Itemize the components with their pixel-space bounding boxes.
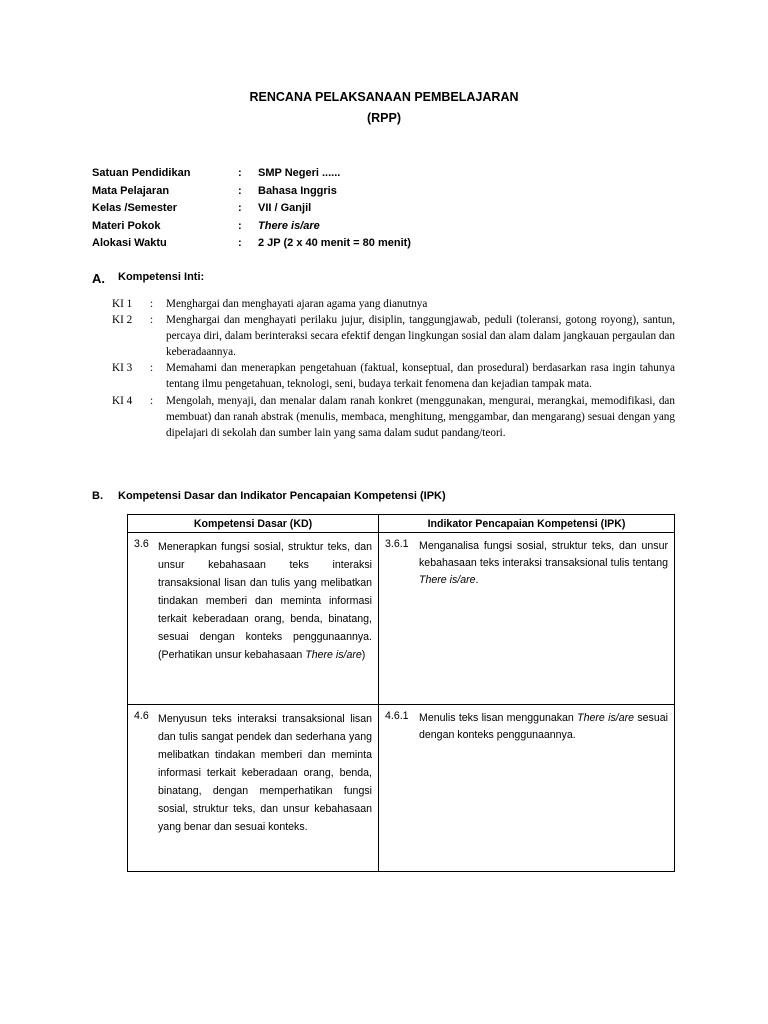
kd-ipk-table (127, 514, 675, 872)
section-letter: A. (92, 271, 105, 286)
identity-block (92, 165, 692, 253)
identity-colon: : (238, 237, 242, 249)
ipk-number: 4.6.1 (385, 710, 409, 722)
ki-colon: : (150, 362, 154, 375)
ki-code: KI 4 (112, 394, 133, 407)
identity-value: There is/are (258, 219, 320, 232)
ki-item (112, 296, 675, 312)
section-a-heading (92, 271, 204, 286)
section-title: Kompetensi Dasar dan Indikator Pencapaian Kompetensi (IPK) (118, 490, 446, 502)
ipk-text: Menulis teks lisan menggunakan There is/are sesuai dengan konteks penggunaannya. (419, 712, 668, 741)
document-title: RENCANA PELAKSANAAN PEMBELAJARAN (249, 90, 519, 104)
identity-label: Satuan Pendidikan (92, 167, 191, 179)
ki-colon: : (150, 314, 154, 327)
table-header-kd: Kompetensi Dasar (KD) (128, 515, 379, 533)
kd-text: Menyusun teks interaksi transaksional lisan dan tulis sangat pendek dan sederhana yang melibatkan tindakan memberi dan meminta informasi terkait keberadaan orang, benda, binatang, dengan memperhatikan fungsi sosial, struktur teks, dan unsur kebahasaan yang benar dan sesuai konteks. (158, 713, 372, 833)
ki-text: Mengolah, menyaji, dan menalar dalam ranah konkret (menggunakan, mengurai, merangkai, memodifikasi, dan membuat) dan ranah abstrak (menulis, membaca, menghitung, menggambar, dan mengarang) sesuai dengan yang dipelajari di sekolah dan sumber lain yang sama dalam sudut pandang/teori. (166, 394, 675, 439)
ki-text: Memahami dan menerapkan pengetahuan (faktual, konseptual, dan prosedural) berdasarkan rasa ingin tahunya tentang ilmu pengetahuan, teknologi, seni, budaya terkait fenomena dan kejadian tampak mata. (166, 362, 675, 391)
ki-text: Menghargai dan menghayati perilaku jujur, disiplin, tanggungjawab, peduli (toleransi, gotong royong), santun, percaya diri, dalam berinteraksi secara efektif dengan lingkungan sosial dan alam dalam jangkauan pergaulan dan keberadaannya. (166, 314, 675, 359)
identity-label: Alokasi Waktu (92, 237, 167, 249)
kd-number: 3.6 (134, 538, 149, 550)
ki-code: KI 3 (112, 362, 133, 375)
identity-row-materi (92, 218, 692, 236)
ipk-number: 3.6.1 (385, 538, 409, 550)
ipk-text: Menganalisa fungsi sosial, struktur teks, dan unsur kebahasaan teks interaksi transaksional tulis tentang There is/are. (419, 540, 668, 586)
ki-item (112, 360, 675, 392)
ki-colon: : (150, 298, 154, 310)
document-subtitle: (RPP) (366, 111, 402, 125)
identity-colon: : (238, 167, 242, 179)
ki-text: Menghargai dan menghayati ajaran agama yang dianutnya (166, 298, 428, 310)
identity-value: Bahasa Inggris (258, 184, 337, 197)
identity-label: Kelas /Semester (92, 202, 177, 214)
identity-value: 2 JP (2 x 40 menit = 80 menit) (258, 237, 411, 249)
ki-item (112, 312, 675, 360)
table-header-ipk: Indikator Pencapaian Kompetensi (IPK) (379, 515, 675, 533)
kd-cell (128, 533, 379, 705)
kd-text: Menerapkan fungsi sosial, struktur teks, dan unsur kebahasaan teks interaksi transaksional lisan dan tulis yang melibatkan tindakan memberi dan meminta informasi terkait keberadaan orang, benda, binatang, sesuai dengan konteks penggunaannya. (Perhatikan unsur kebahasaan There is/are) (158, 541, 372, 661)
ki-code: KI 1 (112, 298, 133, 310)
identity-row-mapel (92, 183, 692, 201)
identity-row-kelas (92, 200, 692, 218)
identity-colon: : (238, 202, 242, 214)
identity-label: Materi Pokok (92, 219, 161, 232)
identity-colon: : (238, 219, 242, 232)
kd-italic-term: There is/are (305, 649, 362, 661)
ipk-cell (379, 533, 675, 705)
kd-cell (128, 705, 379, 872)
ki-code: KI 2 (112, 314, 133, 327)
identity-colon: : (238, 184, 242, 197)
table-row (128, 533, 675, 705)
ki-item (112, 393, 675, 441)
section-letter: B. (92, 490, 103, 502)
section-b-heading (92, 490, 446, 502)
identity-value: SMP Negeri ...... (258, 167, 341, 179)
table-header-row (128, 515, 675, 533)
kd-number: 4.6 (134, 710, 149, 722)
identity-row-satuan (92, 165, 692, 183)
ki-colon: : (150, 394, 154, 407)
section-title: Kompetensi Inti: (118, 271, 205, 283)
ipk-italic-term: There is/are (419, 574, 476, 586)
identity-row-alokasi (92, 235, 692, 253)
ipk-cell (379, 705, 675, 872)
identity-value: VII / Ganjil (258, 202, 312, 214)
ipk-italic-term: There is/are (577, 712, 635, 724)
kompetensi-inti-list (112, 296, 675, 441)
table-row (128, 705, 675, 872)
identity-label: Mata Pelajaran (92, 184, 170, 197)
